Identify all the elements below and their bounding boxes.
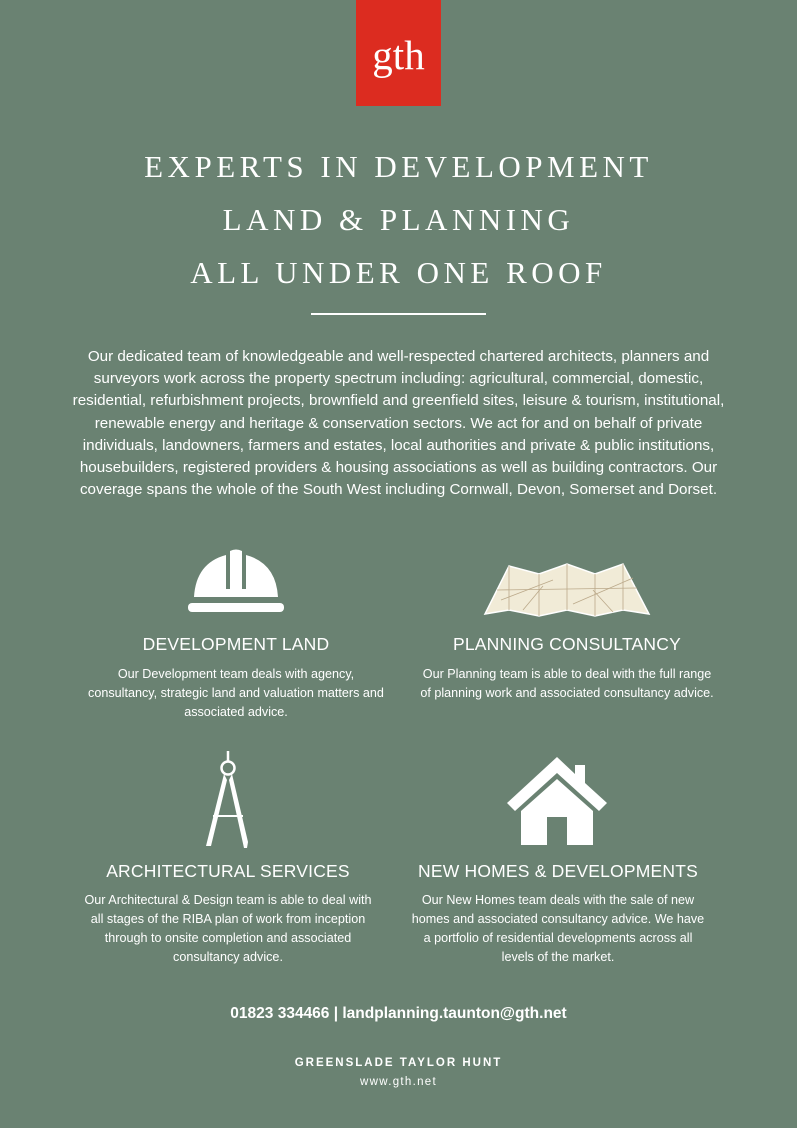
- service-desc-new-homes: Our New Homes team deals with the sale of new homes and associated consultancy advice. We have a portfolio of residential developments across all levels of the market.: [411, 893, 705, 964]
- service-title-planning-consultancy: PLANNING CONSULTANCY: [453, 634, 681, 654]
- headline-line-3: ALL UNDER ONE ROOF: [190, 255, 607, 290]
- service-title-architectural-services: ARCHITECTURAL SERVICES: [106, 861, 350, 881]
- company-name: GREENSLADE TAYLOR HUNT: [294, 1057, 503, 1069]
- headline-line-1: EXPERTS IN DEVELOPMENT: [144, 149, 653, 184]
- drawing-compass-icon: [203, 750, 253, 850]
- service-desc-planning-consultancy: Our Planning team is able to deal with the full range of planning work and associated consultancy advice.: [420, 667, 714, 700]
- service-title-new-homes: NEW HOMES & DEVELOPMENTS: [418, 861, 698, 881]
- website-url: www.gth.net: [360, 1076, 437, 1088]
- headline: [0, 140, 797, 299]
- service-desc-development-land: Our Development team deals with agency, consultancy, strategic land and valuation matters and associated advice.: [88, 667, 384, 719]
- service-title-development-land: DEVELOPMENT LAND: [142, 634, 330, 654]
- gth-logo: [356, 0, 441, 106]
- house-icon: [505, 755, 609, 847]
- service-desc-architectural-services: Our Architectural & Design team is able to deal with all stages of the RIBA plan of work from inception through to onsite completion and associated consultancy advice.: [84, 893, 372, 964]
- map-icon: [483, 560, 651, 618]
- headline-line-2: LAND & PLANNING: [222, 202, 575, 237]
- logo-text: gth: [372, 32, 425, 78]
- intro-paragraph: Our dedicated team of knowledgeable and well-respected chartered architects, planners and surveyors work across the property spectrum including: agricultural, commercial, domestic, residential, refurbishment projects, brownfield and greenfield sites, leisure & tourism, institutional, renewable energy and heritage & conservation sectors. We act for and on behalf of private individuals, landowners, farmers and estates, local authorities and private & public institutions, housebuilders, registered providers & housing associations as well as building contractors. Our coverage spans the whole of the South West including Cornwall, Devon, Somerset and Dorset.: [72, 348, 725, 499]
- hard-hat-icon: [186, 549, 286, 615]
- contact-info: 01823 334466 | landplanning.taunton@gth.net: [230, 1005, 567, 1022]
- divider: [311, 313, 486, 315]
